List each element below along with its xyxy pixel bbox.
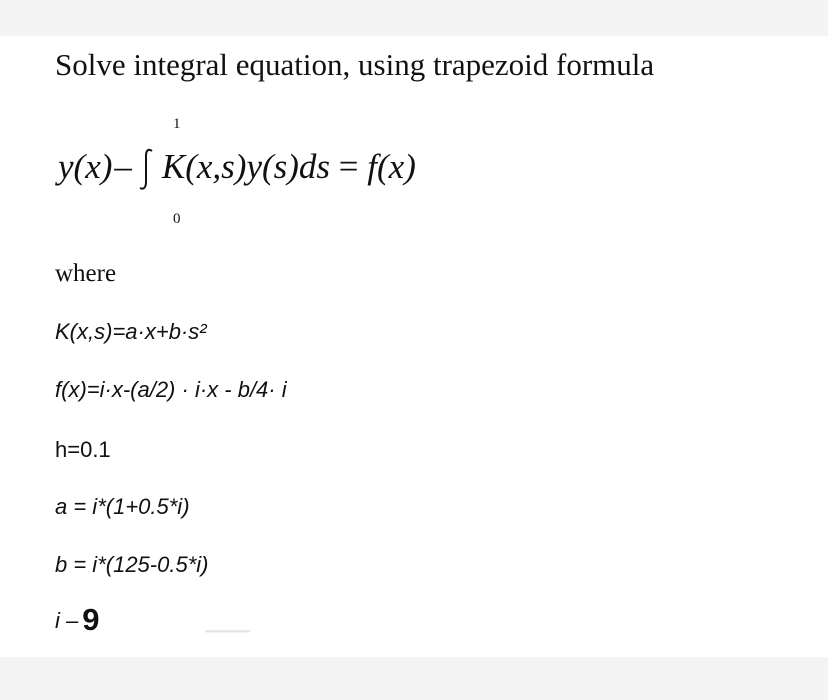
- function-definition: f(x)=i·x-(a/2) · i·x - b/4· i: [55, 377, 287, 402]
- b-definition: b = i*(125-0.5*i): [55, 552, 209, 577]
- i-label: i –: [55, 608, 79, 633]
- scan-smudge: [205, 617, 250, 635]
- equation-minus: –: [114, 147, 132, 186]
- equation-rhs: f(x): [367, 147, 416, 186]
- a-definition: a = i*(1+0.5*i): [55, 494, 190, 519]
- problem-title: Solve integral equation, using trapezoid formula: [55, 47, 655, 82]
- i-value: 9: [82, 602, 100, 637]
- i-definition: [55, 602, 100, 637]
- integral-upper-limit: 1: [173, 116, 181, 132]
- integral-sign-icon: [134, 145, 162, 189]
- equation-lhs: y(x): [58, 147, 113, 186]
- integral-lower-limit: 0: [173, 211, 181, 227]
- where-label: where: [55, 260, 117, 287]
- step-definition: h=0.1: [55, 437, 111, 462]
- integral-equation: [58, 145, 416, 189]
- equation-integrand: K(x,s)y(s)ds: [161, 147, 331, 186]
- equation-equals: =: [330, 147, 368, 186]
- kernel-definition: K(x,s)=a·x+b·s²: [55, 319, 207, 344]
